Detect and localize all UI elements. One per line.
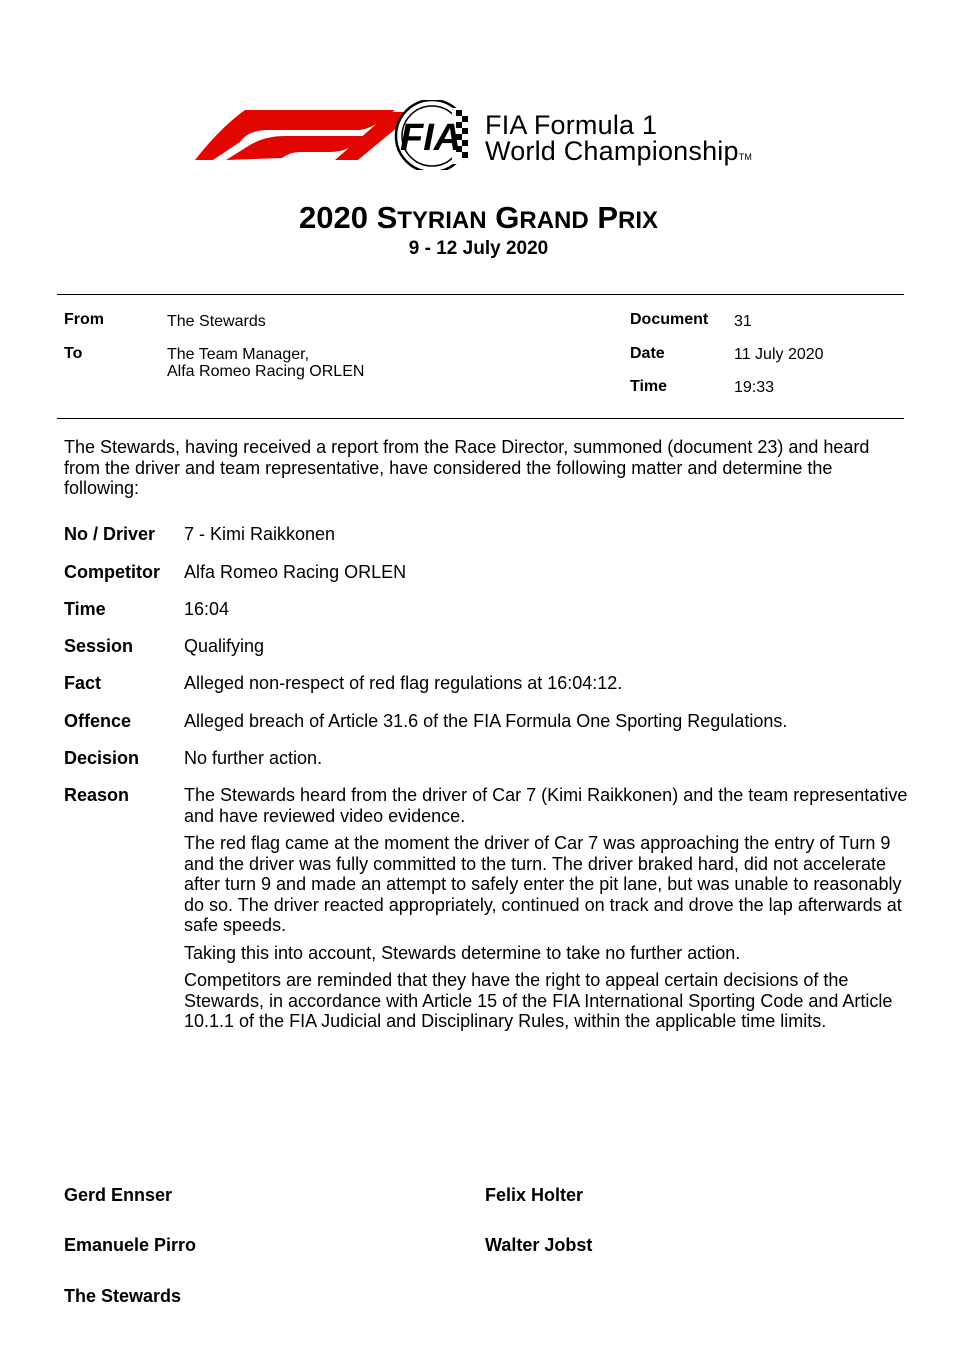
- offence-value: Alleged breach of Article 31.6 of the FIA Formula One Sporting Regulations.: [184, 711, 788, 731]
- title-word-2: GRAND: [495, 200, 589, 235]
- from-label: From: [64, 311, 104, 328]
- to-value-line-2: Alfa Romeo Racing ORLEN: [167, 363, 365, 380]
- reason-label: Reason: [64, 785, 130, 805]
- fact-label: Fact: [64, 673, 102, 693]
- driver-label: No / Driver: [64, 524, 156, 544]
- title-year: 2020: [298, 200, 368, 235]
- document-label: Document: [630, 311, 709, 328]
- signature-footer: The Stewards: [64, 1286, 182, 1306]
- offence-label: Offence: [64, 711, 132, 731]
- driver-value: 7 - Kimi Raikkonen: [184, 524, 336, 544]
- svg-text:FIA: FIA: [400, 117, 462, 159]
- page-title: [0, 200, 957, 236]
- to-label: To: [64, 345, 83, 362]
- intro-paragraph: The Stewards, having received a report from the Race Director, summoned (document 23) and heard from the driver and team representative, have considered the following matter and determine the following:: [64, 437, 870, 498]
- event-dates: 9 - 12 July 2020: [408, 238, 549, 259]
- reason-paragraph-2: The red flag came at the moment the driver of Car 7 was approaching the entry of Turn 9 and the driver was fully committed to the turn. The driver braked hard, did not accelerate after turn 9 and made an attempt to safely enter the pit lane, but was unable to reasonably do so. The driver reacted appropriately, continued on track and drove the lap afterwards at safe speeds.: [184, 833, 902, 935]
- incident-time-label: Time: [64, 599, 106, 619]
- decision-label: Decision: [64, 748, 140, 768]
- time-label: Time: [630, 378, 668, 395]
- brand-line-2-text: World Championship: [485, 136, 739, 166]
- signature-gerd-ennser: Gerd Ennser: [64, 1185, 173, 1205]
- date-value: 11 July 2020: [734, 346, 824, 363]
- divider-bottom: [57, 418, 904, 419]
- competitor-label: Competitor: [64, 562, 160, 582]
- document-value: 31: [734, 313, 752, 330]
- signature-walter-jobst: Walter Jobst: [485, 1235, 593, 1255]
- reason-paragraph-4: Competitors are reminded that they have the right to appeal certain decisions of the Stewards, in accordance with Article 15 of the FIA International Sporting Code and Article 10.1.1 of the FIA Judicial and Disciplinary Rules, within the applicable time limits.: [184, 970, 893, 1031]
- title-word-3: PRIX: [597, 200, 659, 235]
- fia-badge-icon: [396, 100, 472, 170]
- brand-line-1: FIA Formula 1: [485, 110, 658, 140]
- divider-top: [57, 294, 904, 295]
- title-word-1: STYRIAN: [376, 200, 487, 235]
- reason-paragraph-1: The Stewards heard from the driver of Car 7 (Kimi Raikkonen) and the team representative and have reviewed video evidence.: [184, 785, 908, 826]
- competitor-value: Alfa Romeo Racing ORLEN: [184, 562, 407, 582]
- reason-paragraph-3: Taking this into account, Stewards determine to take no further action.: [184, 943, 741, 963]
- trademark: TM: [738, 152, 753, 162]
- from-value: The Stewards: [167, 313, 266, 330]
- signature-felix-holter: Felix Holter: [485, 1185, 584, 1205]
- session-value: Qualifying: [184, 636, 265, 656]
- fact-value: Alleged non-respect of red flag regulations at 16:04:12.: [184, 673, 623, 693]
- time-value: 19:33: [734, 379, 775, 396]
- to-value-line-1: The Team Manager,: [167, 346, 310, 363]
- f1-logo-icon: [195, 110, 416, 160]
- incident-time-value: 16:04: [184, 599, 230, 619]
- session-label: Session: [64, 636, 134, 656]
- brand-line-2: [485, 137, 752, 171]
- date-label: Date: [630, 345, 665, 362]
- decision-value: No further action.: [184, 748, 323, 768]
- signature-emanuele-pirro: Emanuele Pirro: [64, 1235, 197, 1255]
